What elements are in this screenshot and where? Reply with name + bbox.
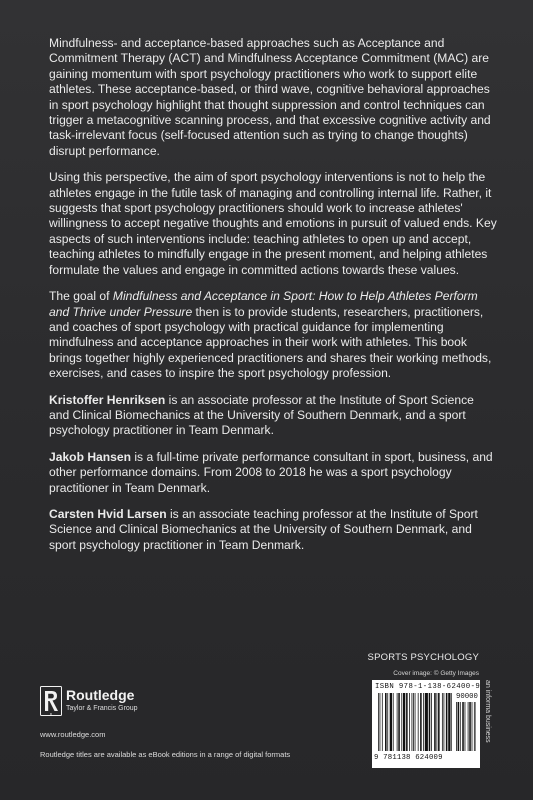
routledge-emblem-icon <box>40 686 62 716</box>
logo-letter: R <box>49 712 53 716</box>
price-code: 90000 <box>456 693 478 701</box>
author-bio-text: is an associate professor at the Institute of Sport Science and Clinical Biomechanics at the University of Southern Denmark, and a sport psychology practitioner in Team Denmark. <box>49 392 474 438</box>
blurb-paragraph-1: Mindfulness- and acceptance-based approaches such as Acceptance and Commitment Therapy (ACT) and Mindfulness Acceptance Commitment (MAC) are gaining momentum with sport psychology practitioners who work to support elite athletes. These acceptance-based, or third wave, cognitive behavioral approaches in sport psychology highlight that thought suppression and control techniques can trigger a metacognitive scanning process, and that excessive cognitive activity and task-irrelevant focus (self-focused attention such as trying to change thoughts) disrupt performance. <box>49 36 491 158</box>
routledge-logo <box>40 685 200 725</box>
isbn-label: ISBN 978-1-138-62400-9 <box>375 683 481 691</box>
author-bio-2 <box>49 450 497 496</box>
author-bio-1 <box>49 393 497 439</box>
author-bio-3 <box>49 507 497 553</box>
goal-intro: The goal of <box>49 289 113 304</box>
ebook-note: Routledge titles are available as eBook editions in a range of digital formats <box>40 750 291 759</box>
cover-image-credit: Cover image: © Getty Images <box>393 670 479 677</box>
barcode-bars <box>378 693 452 751</box>
addon-barcode-bars <box>456 702 476 751</box>
isbn-barcode <box>372 680 480 768</box>
author-bio-text: is a full-time private performance consultant in sport, business, and other performance domains. From 2008 to 2018 he was a sport psychology practitioner in Team Denmark. <box>49 449 493 495</box>
barcode-digits: 9 781138 624009 <box>374 754 443 762</box>
book-title: Mindfulness and Acceptance in Sport: How to Help Athletes Perform and Thrive under Pressure <box>49 289 478 319</box>
informa-text: an informa business <box>484 680 491 743</box>
author-name: Kristoffer Henriksen <box>49 392 166 407</box>
goal-text: then is to provide students, researchers, practitioners, and coaches of sport psychology with practical guidance for implementing mindfulness and acceptance approaches in their work with athletes. This book brings together highly experienced practitioners and shares their working methods, exercises, and cases to inspire the sport psychology profession. <box>49 304 492 381</box>
author-bio-text: is an associate teaching professor at the Institute of Sport Science and Clinical Biomechanics at the University of Southern Denmark, and sport psychology practitioner in Team Denmark. <box>49 506 478 552</box>
publisher-group: Taylor & Francis Group <box>66 705 138 712</box>
publisher-name: Routledge <box>66 687 135 703</box>
subject-category: SPORTS PSYCHOLOGY <box>367 652 479 663</box>
author-name: Jakob Hansen <box>49 449 131 464</box>
informa-tag <box>483 680 493 760</box>
blurb <box>49 36 497 564</box>
blurb-paragraph-3 <box>49 289 497 381</box>
author-name: Carsten Hvid Larsen <box>49 506 167 521</box>
blurb-paragraph-2: Using this perspective, the aim of sport psychology interventions is not to help the athletes engage in the futile task of managing and controlling internal life. Rather, it suggests that sport psychology practitioners should work to increase athletes' willingness to accept negative thoughts and emotions in pursuit of valued ends. Key aspects of such interventions include: teaching athletes to open up and accept, teaching athletes to mindfully engage in the present moment, and helping athletes formulate the values and engage in committed actions towards these values. <box>49 170 497 277</box>
publisher-website: www.routledge.com <box>40 730 106 739</box>
